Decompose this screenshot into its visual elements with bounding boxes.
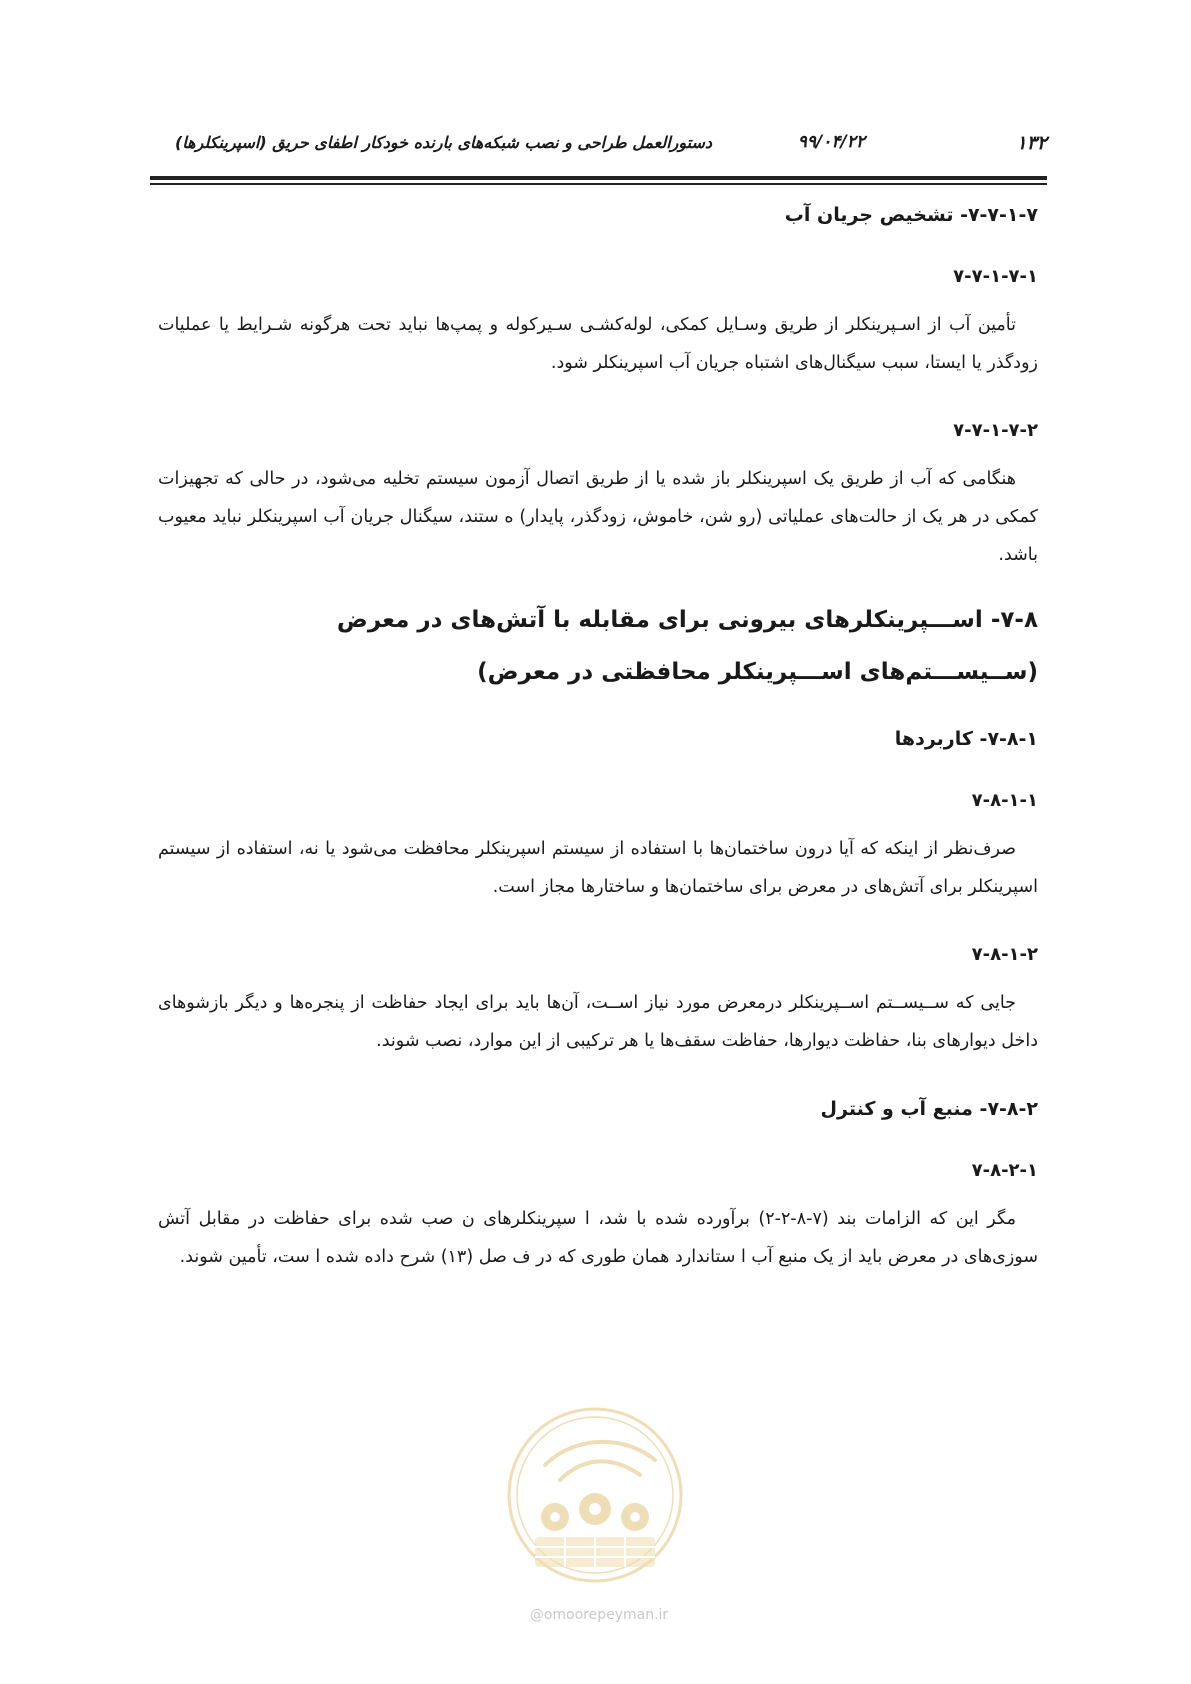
clause-number: ۷-۸-۱-۱ <box>971 790 1038 811</box>
section-heading: ۷-۷-۱-۷- تشخیص جریان آب <box>784 204 1038 226</box>
section-heading: ۷-۸-۱- کاربردها <box>894 728 1038 750</box>
document-body <box>158 186 1038 1296</box>
clause-paragraph: جایی که ســیســتم اســپرینکلر درمعرض مورد نیاز اســت، آن‌ها باید برای ایجاد حفاظت از پنجره‌ها و دیگر بازشوهای داخل دیوارهای بنا، حفاظت دیوارها، حفاظت سقف‌ها یا هر ترکیبی از این موارد، نصب شوند. <box>158 993 1038 1051</box>
clause-number: ۷-۷-۱-۷-۱ <box>953 266 1038 287</box>
header-date: ۹۹/۰۴/۲۲ <box>797 132 865 152</box>
page-header <box>150 126 1047 166</box>
section-heading: ۷-۸-۲- منبع آب و کنترل <box>820 1098 1038 1120</box>
clause-paragraph: تأمین آب از اسـپرینکلر از طریق وسـایل کمکی، لوله‌کشـی سـیرکوله و پمپ‌ها نباید تحت هرگونه شـرایط یا عملیات زودگذر یا ایستا، سبب سیگنال‌های اشتباه جریان آب اسپرینکلر شود. <box>158 315 1038 373</box>
header-rule-thick <box>150 176 1047 180</box>
watermark-url: @omoorepeyman.ir <box>529 1607 669 1623</box>
clause-paragraph: هنگامی که آب از طریق یک اسپرینکلر باز شده یا از طریق اتصال آزمون سیستم تخلیه می‌شود، در حالی که تجهیزات کمکی در هر یک از حالت‌های عملیاتی (رو شن، خاموش، زودگذر، پایدار) ه ستند، سیگنال جریان آب اسپرینکلر نباید معیوب باشد. <box>158 469 1038 565</box>
chapter-heading: ۷-۸- اســـپرینکلرهای بیرونی برای مقابله با آتش‌های در معرض (ســیســـتم‌های اســـپرینکلر محافظتی در معرض) <box>336 607 1038 685</box>
omoore-peyman-logo-icon <box>505 1405 685 1585</box>
clause-number: ۷-۸-۲-۱ <box>971 1160 1038 1181</box>
clause-paragraph: مگر این که الزامات بند (۷-۸-۲-۲) برآورده شده با شد، ا سپرینکلرهای ن صب شده برای حفاظت در مقابل آتش سوزی‌های در معرض باید از یک منبع آب ا ستاندارد همان طوری که در ف صل (۱۳) شرح داده شده ا ست، تأمین شوند. <box>158 1209 1038 1267</box>
header-rule-thin <box>150 183 1047 185</box>
clause-paragraph: صرف‌نظر از اینکه که آیا درون ساختمان‌ها با استفاده از سیستم اسپرینکلر محافظت می‌شود یا نه، استفاده از سیستم اسپرینکلر برای آتش‌های در معرض برای ساختمان‌ها و ساختارها مجاز است. <box>158 839 1038 897</box>
clause-number: ۷-۷-۱-۷-۲ <box>953 420 1038 441</box>
header-title: دستورالعمل طراحی و نصب شبکه‌های بارنده خودکار اطفای حریق (اسپرینکلرها) <box>174 133 712 152</box>
clause-number: ۷-۸-۱-۲ <box>971 944 1038 965</box>
page-number: ۱۳۲ <box>1016 132 1047 154</box>
